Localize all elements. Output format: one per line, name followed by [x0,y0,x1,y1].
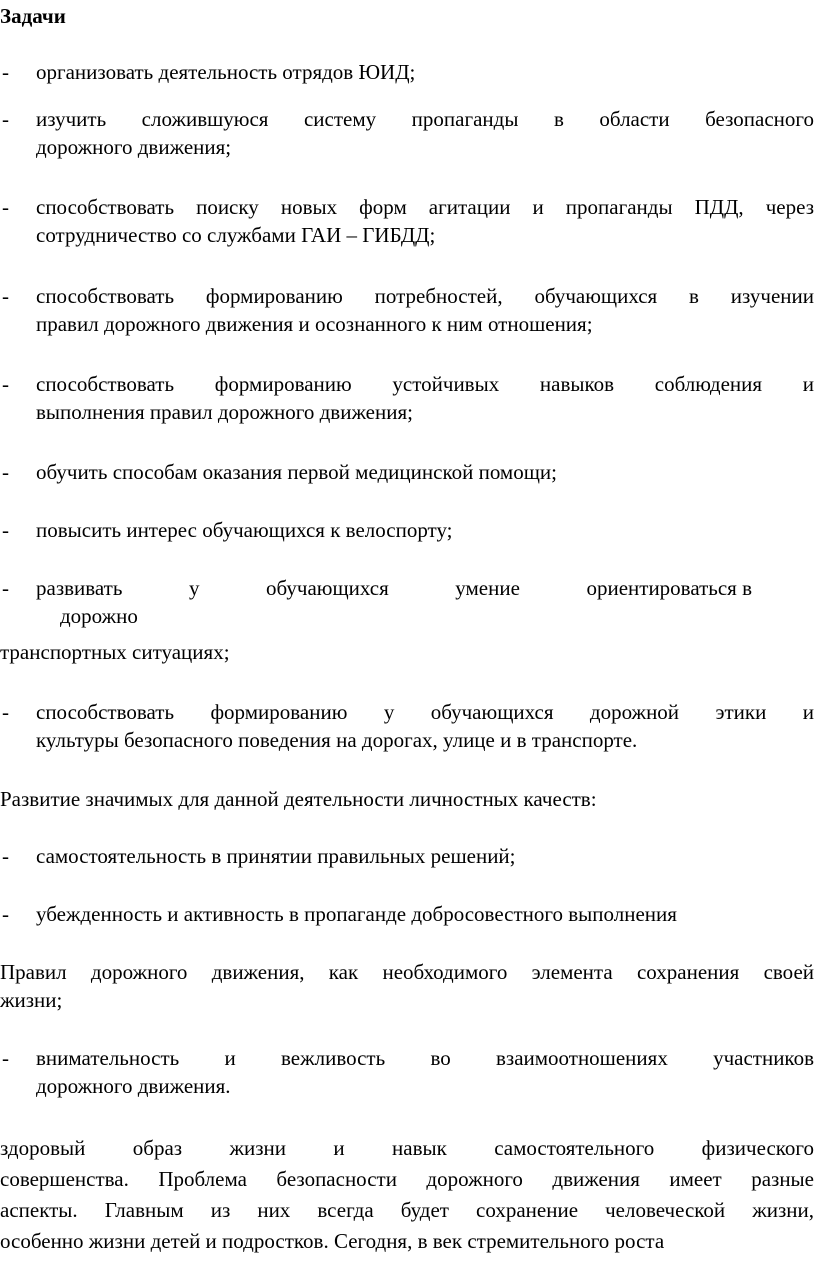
list-dash: - [2,1046,9,1070]
list-item [36,842,814,870]
list-item [36,458,814,486]
item-line: дорожно [60,604,138,628]
paragraph-line: совершенства. Проблема безопасности дорожного движения имеет разные [0,1167,814,1191]
list-dash: - [2,902,9,926]
item-line [36,574,752,602]
paragraph [0,958,814,1014]
item-line: дорожного движения; [36,135,232,159]
list-dash: - [2,60,9,84]
list-item [36,282,814,338]
list-item [36,574,752,630]
section-heading: Развитие значимых для данной деятельности личностных качеств: [0,787,597,811]
item-word: ориентироваться в [586,576,752,600]
item-line: изучить сложившуюся систему пропаганды в области безопасного [36,107,814,131]
item-word: у [188,576,200,600]
list-dash: - [2,107,9,131]
paragraph-line: особенно жизни детей и подростков. Сегодня, в век стремительного роста [0,1229,665,1253]
list-dash: - [2,372,9,396]
item-line: культуры безопасного поведения на дорогах, улице и в транспорте. [36,728,638,752]
list-item [36,900,814,928]
item-line: правил дорожного движения и осознанного к ним отношения; [36,312,593,336]
item-line: способствовать формированию у обучающихся дорожной этики и [36,700,814,724]
item-line: выполнения правил дорожного движения; [36,400,413,424]
item-line: самостоятельность в принятии правильных решений; [36,844,516,868]
item-word: развивать [36,576,123,600]
page-title: Задачи [0,4,66,28]
item-line: дорожного движения. [36,1074,231,1098]
list-item [36,1044,814,1100]
list-dash: - [2,284,9,308]
paragraph-line: жизни; [0,988,63,1012]
paragraph [0,1133,814,1257]
paragraph-line: транспортных ситуациях; [0,640,230,664]
item-line: внимательность и вежливость во взаимоотношениях участников [36,1046,814,1070]
item-line: способствовать формированию устойчивых навыков соблюдения и [36,372,814,396]
item-line: повысить интерес обучающихся к велоспорту; [36,518,453,542]
item-line: способствовать поиску новых форм агитации и пропаганды ПДД, через [36,195,814,219]
item-line: обучить способам оказания первой медицинской помощи; [36,460,557,484]
list-item [36,698,814,754]
list-dash: - [2,844,9,868]
item-line: способствовать формированию потребностей, обучающихся в изучении [36,284,814,308]
paragraph-line: аспекты. Главным из них всегда будет сохранение человеческой жизни, [0,1198,814,1222]
list-dash: - [2,700,9,724]
item-word: умение [455,576,520,600]
item-line: организовать деятельность отрядов ЮИД; [36,60,416,84]
list-dash: - [2,518,9,542]
item-line: убежденность и активность в пропаганде добросовестного выполнения [36,902,677,926]
list-dash: - [2,576,9,600]
list-item [36,370,814,426]
list-item [36,105,814,161]
list-dash: - [2,195,9,219]
paragraph-line: Правил дорожного движения, как необходимого элемента сохранения своей [0,960,814,984]
paragraph-line: здоровый образ жизни и навык самостоятельного физического [0,1136,814,1160]
list-item [36,193,814,249]
list-item [36,516,814,544]
list-item [36,58,814,86]
list-dash: - [2,460,9,484]
item-line: сотрудничество со службами ГАИ – ГИБДД; [36,223,436,247]
item-word: обучающихся [266,576,389,600]
